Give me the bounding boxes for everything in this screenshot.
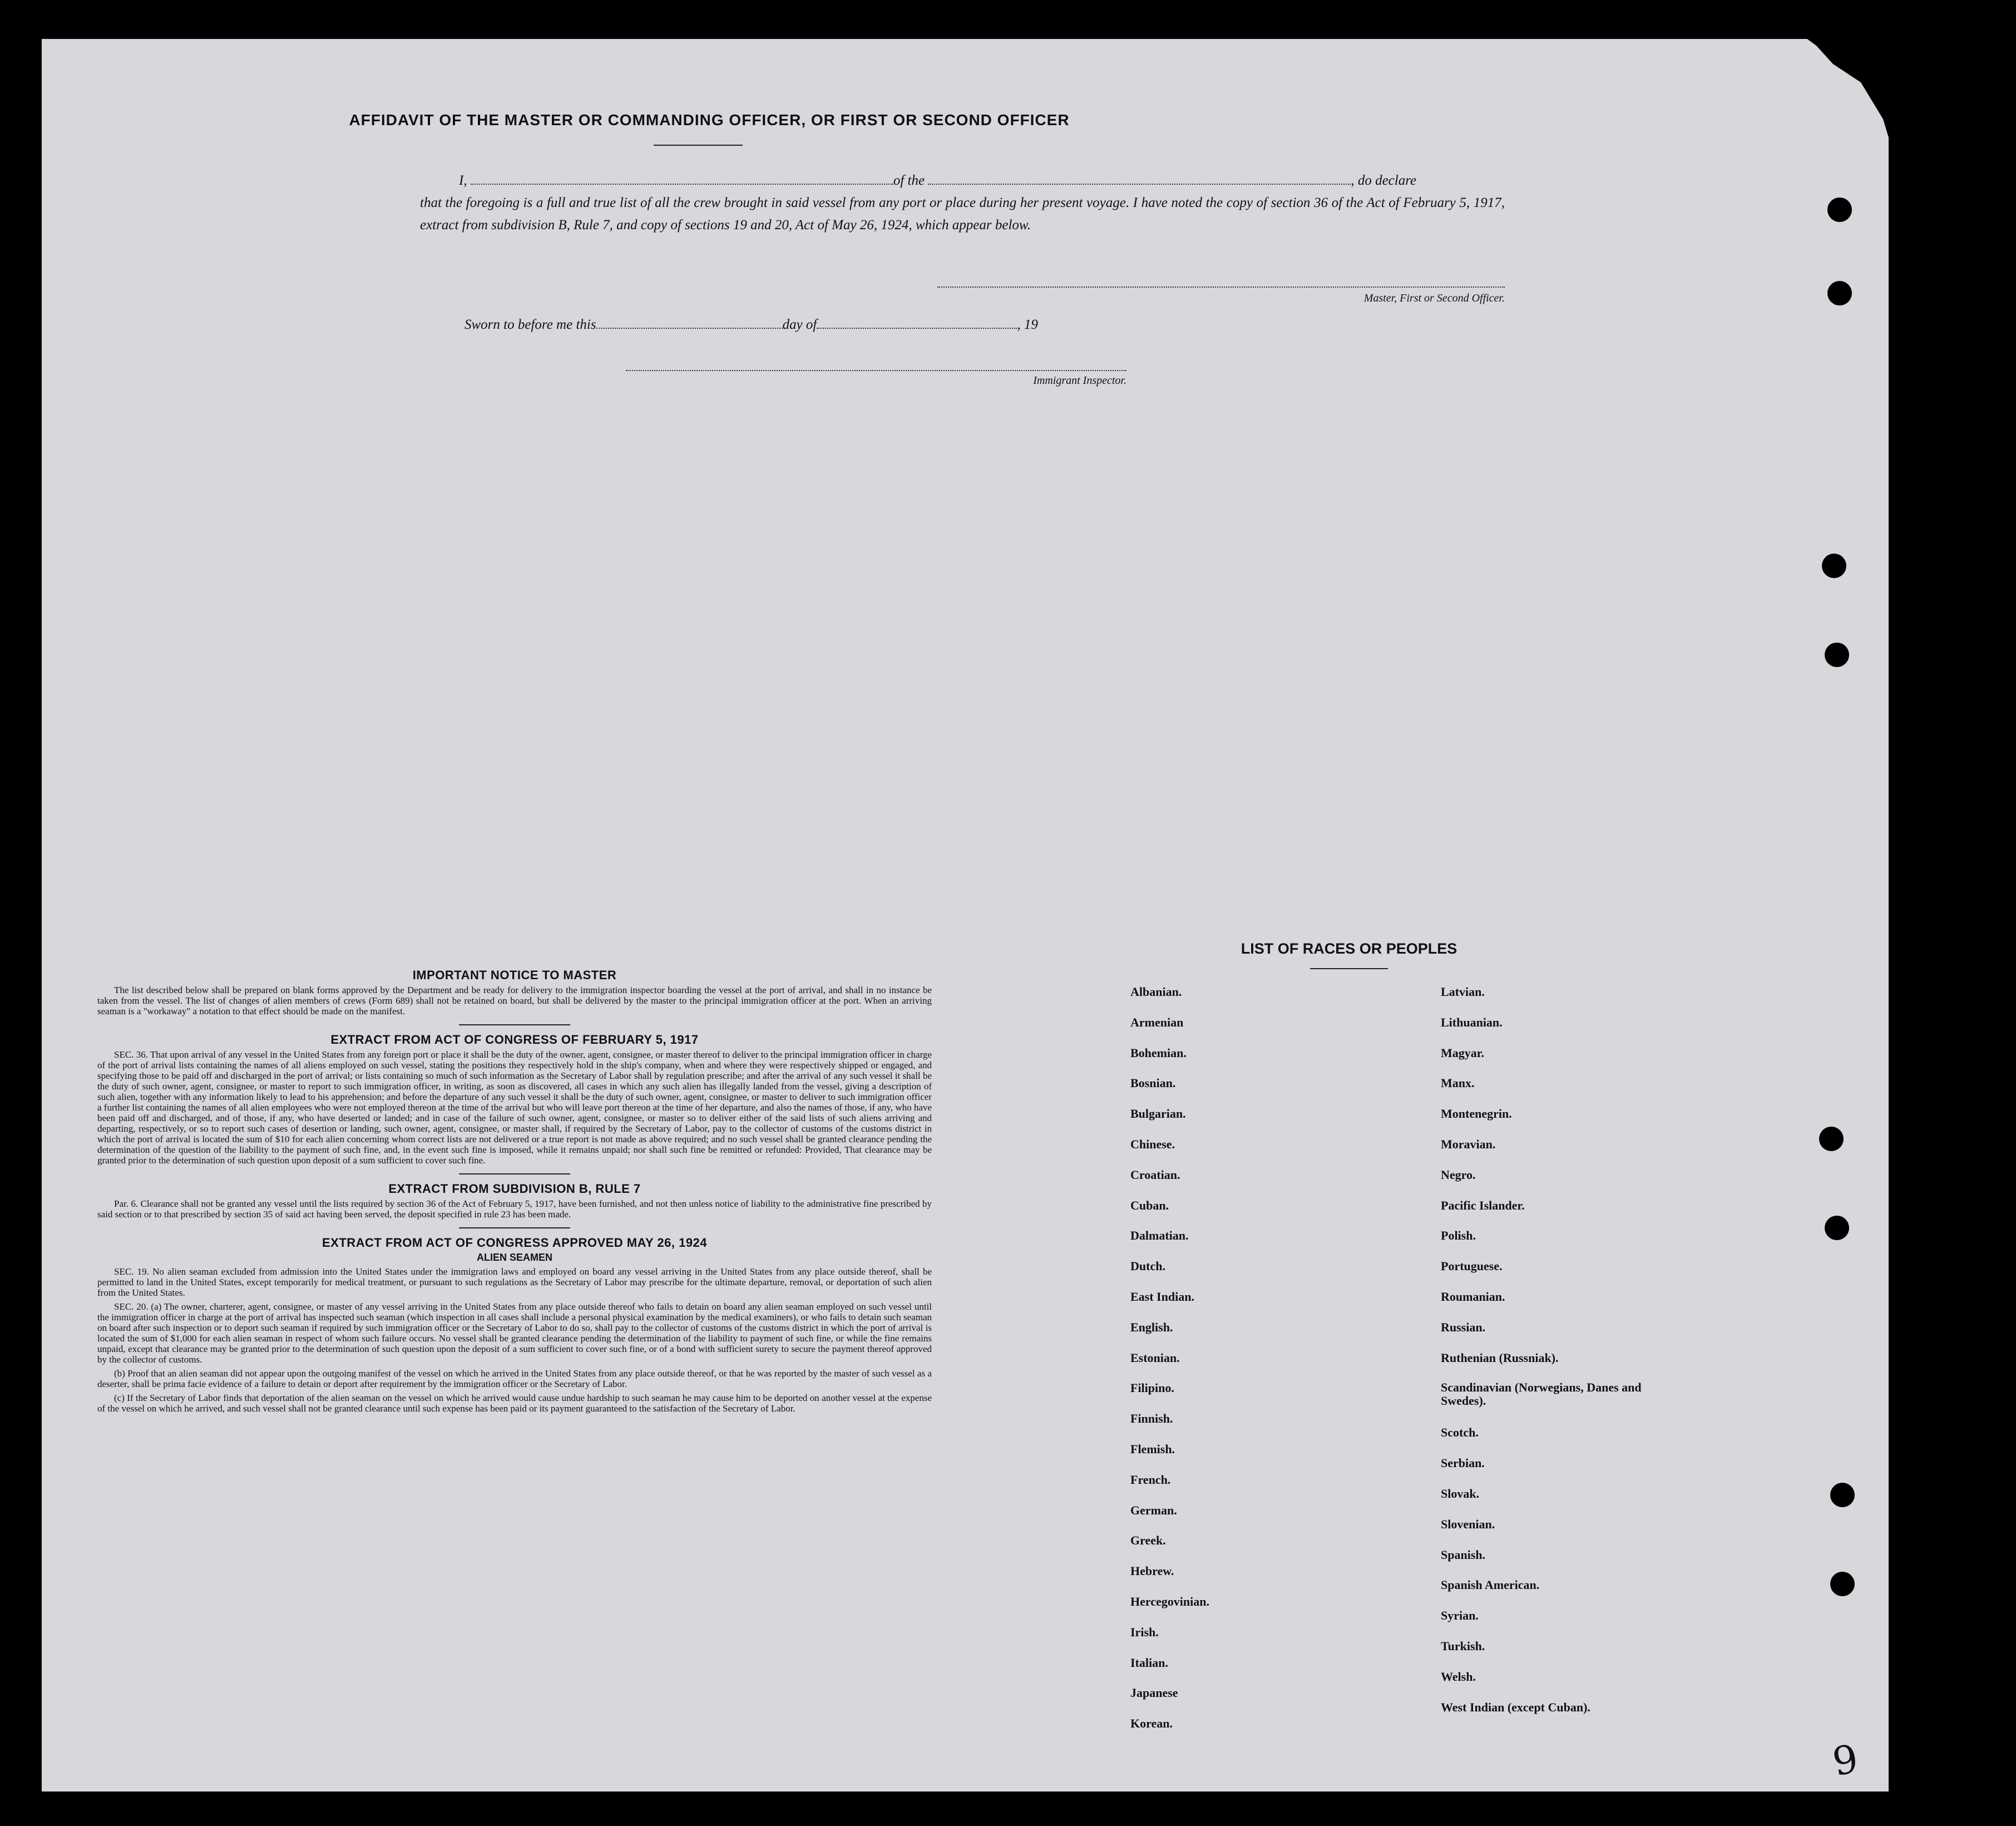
declaration-text: that the foregoing is a full and true list of all the crew brought in said vessel from any port or place during her present voyage. I have noted the copy of section 36 of the Act of February 5, 1917, extract from subdivision B, Rule 7, and copy of sections 19 and 20, Act of May 26, 1924, which appear below.	[420, 195, 1505, 233]
section-19-text: SEC. 19. No alien seaman excluded from admission into the United States under the immigration laws and employed on board any vessel arriving in the United States from any place outside thereof, shall be permitted to land in the United States, except temporarily for medical treatment, or pursuant to such regulations as the Secretary of Labor may prescribe for the ultimate departure, removal, or deportation of such alien from the United States.	[97, 1266, 932, 1298]
race-item: Dalmatian.	[1130, 1228, 1189, 1243]
section-20a-text: SEC. 20. (a) The owner, charterer, agent, consignee, or master of any vessel arriving in the United States from any place outside thereof who fails to detain on board any alien seaman employed on such vessel until the immigration officer in charge at the port of arrival has inspected such seaman (which inspection in all cases shall include a personal physical examination by the medical examiners), or who fails to detain such seaman on board after such inspection or to deport such seaman if required by such immigration officer or the Secretary of Labor to do so, shall pay to the collector of customs of the customs district in which the port of arrival is located the sum of $1,000 for each alien seaman in respect of whom such failure occurs. No vessel shall be granted clearance pending the determination of the liability to payment of such fine, or while the fine remains unpaid, except that clearance may be granted prior to the determination of such question upon the deposit of a sum sufficient to cover such fine, or of a bond with sufficient surety to secure the payment thereof approved by the collector of customs.	[97, 1301, 932, 1365]
legal-notices	[97, 965, 932, 1417]
extract-1924-title: EXTRACT FROM ACT OF CONGRESS APPROVED MAY 26, 1924	[322, 1236, 708, 1250]
notice-title: IMPORTANT NOTICE TO MASTER	[412, 968, 617, 982]
punch-hole	[1822, 554, 1846, 578]
race-item: Italian.	[1130, 1655, 1168, 1670]
affidavit-title: AFFIDAVIT OF THE MASTER OR COMMANDING OFFICER, OR FIRST OR SECOND OFFICER	[349, 111, 1070, 129]
race-item: Greek.	[1130, 1533, 1166, 1548]
inspector-label: Immigrant Inspector.	[1033, 374, 1126, 387]
race-item: Flemish.	[1130, 1442, 1175, 1456]
torn-corner	[1783, 33, 1894, 156]
race-item: Japanese	[1130, 1686, 1178, 1700]
section-divider	[459, 1024, 570, 1025]
punch-hole	[1827, 281, 1852, 305]
race-item: Serbian.	[1441, 1456, 1485, 1470]
inspector-signature-line[interactable]	[626, 370, 1126, 371]
races-left-column	[1130, 985, 1209, 1747]
race-item: Armenian	[1130, 1015, 1184, 1029]
race-item: Negro.	[1441, 1167, 1476, 1182]
race-item: Lithuanian.	[1441, 1015, 1503, 1029]
signature-label: Master, First or Second Officer.	[1363, 292, 1505, 304]
affidavit-declaration	[420, 170, 1505, 236]
rule-7-body: Par. 6. Clearance shall not be granted any vessel until the lists required by section 36 of the Act of February 5, 1917, have been furnished, and not then unless notice of liability to the administrative fine prescribed by said section or to that prescribed by section 35 of said act having been served, the deposit specified in rule 23 has been made.	[97, 1198, 932, 1220]
race-item: East Indian.	[1130, 1289, 1194, 1304]
race-item: Irish.	[1130, 1625, 1159, 1639]
race-item: Hebrew.	[1130, 1564, 1174, 1578]
sworn-day-label: day of	[782, 317, 817, 332]
race-item: Moravian.	[1441, 1137, 1496, 1151]
declarant-prefix: I,	[459, 173, 467, 188]
section-20c-text: (c) If the Secretary of Labor finds that deportation of the alien seaman on the vessel on which he arrived would cause undue hardship to such seaman he may cause him to be deported on another vessel at the expense of the vessel on which he arrived, and such vessel shall not be granted clearance until such expense has been paid or its payment guaranteed to the satisfaction of the Secretary of Labor.	[97, 1393, 932, 1414]
race-item: Slovak.	[1441, 1486, 1480, 1501]
races-title-divider	[1310, 968, 1388, 969]
punch-hole	[1825, 1216, 1849, 1240]
rule-7-title: EXTRACT FROM SUBDIVISION B, RULE 7	[388, 1182, 641, 1196]
race-item: Cuban.	[1130, 1198, 1169, 1212]
race-item: Roumanian.	[1441, 1289, 1505, 1304]
extract-1917-title: EXTRACT FROM ACT OF CONGRESS OF FEBRUARY 5, 1917	[330, 1033, 699, 1047]
race-item: Bohemian.	[1130, 1045, 1187, 1060]
race-item: Bulgarian.	[1130, 1107, 1186, 1121]
section-divider	[459, 1173, 570, 1174]
race-item: Portuguese.	[1441, 1259, 1503, 1274]
sworn-year-label: , 19	[1017, 317, 1038, 332]
punch-hole	[1819, 1127, 1844, 1151]
race-item: Filipino.	[1130, 1381, 1174, 1395]
race-item: Montenegrin.	[1441, 1107, 1512, 1121]
punch-hole	[1830, 1572, 1855, 1596]
race-item: Slovenian.	[1441, 1517, 1495, 1531]
race-item: Syrian.	[1441, 1608, 1479, 1623]
declare-suffix: , do declare	[1351, 173, 1417, 188]
race-item: Estonian.	[1130, 1350, 1180, 1365]
section-20b-text: (b) Proof that an alien seaman did not appear upon the outgoing manifest of the vessel on which he arrived in the United States from any place outside thereof, or that he was reported by the master of such vessel as a deserter, shall be prima facie evidence of a failure to detain or deport after requirement by the immigration officer or the Secretary of Labor.	[97, 1368, 932, 1389]
race-item: Finnish.	[1130, 1412, 1173, 1426]
sworn-prefix: Sworn to before me this	[465, 317, 596, 332]
punch-hole	[1825, 643, 1849, 667]
handwritten-page-number: 9	[1829, 1735, 1862, 1785]
race-item: Korean.	[1130, 1716, 1173, 1731]
race-item: Ruthenian (Russniak).	[1441, 1350, 1559, 1365]
extract-1924-subtitle: ALIEN SEAMEN	[476, 1252, 552, 1263]
race-item: Spanish.	[1441, 1547, 1486, 1562]
notice-body: The list described below shall be prepared on blank forms approved by the Department and be ready for delivery to the immigration inspector boarding the vessel at the port of arrival, and shall in no instance be taken from the vessel. The list of changes of alien members of crews (Form 689) shall not be retained on board, but shall be delivered by the master to the principal immigration officer at the port. When an arriving seaman is a "workaway" a notation to that effect should be made on the manifest.	[97, 985, 932, 1016]
races-list-title: LIST OF RACES OR PEOPLES	[1241, 940, 1457, 957]
races-right-column	[1441, 985, 1719, 1730]
race-item: Croatian.	[1130, 1167, 1180, 1182]
race-item: Albanian.	[1130, 985, 1182, 999]
race-item: Dutch.	[1130, 1259, 1165, 1274]
race-item: German.	[1130, 1503, 1177, 1517]
race-item: Polish.	[1441, 1228, 1476, 1243]
race-item: Bosnian.	[1130, 1076, 1176, 1090]
race-item: Scotch.	[1441, 1425, 1479, 1440]
section-divider	[459, 1227, 570, 1228]
race-item: Turkish.	[1441, 1639, 1485, 1653]
vessel-name-field[interactable]	[928, 174, 1351, 185]
race-item: Pacific Islander.	[1441, 1198, 1525, 1212]
race-item: Chinese.	[1130, 1137, 1175, 1151]
race-item: Russian.	[1441, 1320, 1486, 1334]
race-item: Hercegovinian.	[1130, 1594, 1209, 1608]
title-divider	[654, 145, 743, 146]
extract-1917-body: SEC. 36. That upon arrival of any vessel in the United States from any foreign port or place it shall be the duty of the owner, agent, consignee, or master thereof to deliver to the principal immigration officer in charge of the port of arrival lists containing the names of all aliens employed on such vessel, stating the positions they respectively hold in the ship's company, when and where they were respectively shipped or engaged, and specifying those to be paid off and discharged in the port of arrival; or lists containing so much of such information as the Secretary of Labor shall by regulation prescribe; and after the arrival of any such vessel it shall be the duty of such owner, agent, consignee, or master to report to such immigration officer, in writing, as soon as discovered, all cases in which any such alien has illegally landed from the vessel, giving a description of such alien, together with any information likely to lead to his apprehension; and before the departure of any such vessel it shall be the duty of such owner, agent, consignee, or master to deliver to such immigration officer a further list containing the names of all alien employees who were not employed thereon at the time of the arrival but who will leave port thereon at the time of her departure, and also the names of those, if any, who have been paid off and discharged, and of those, if any, who have deserted or landed; and in case of the failure of such owner, agent, consignee, or master so to deliver either of the said lists of such aliens arriving and departing, respectively, or so to report such cases of desertion or landing, such owner, agent, consignee, or master shall, if required by the Secretary of Labor, pay to the collector of customs of the customs district in which the port of arrival is located the sum of $10 for each alien concerning whom correct lists are not delivered or a true report is not made as above required; and no such vessel shall be granted clearance pending the determination of the question of the liability to the payment of such fine, and, in the event such fine is imposed, while it remains unpaid; nor shall such fine be remitted or refunded: Provided, That clearance may be granted prior to the determination of such question upon deposit of a sum sufficient to cover such fine.	[97, 1049, 932, 1166]
race-item: Latvian.	[1441, 985, 1485, 999]
race-item: Magyar.	[1441, 1045, 1485, 1060]
declarant-name-field[interactable]	[471, 174, 893, 185]
document-page	[42, 39, 1889, 1792]
race-item: English.	[1130, 1320, 1173, 1334]
race-item: Spanish American.	[1441, 1578, 1540, 1592]
vessel-prefix: of the	[893, 173, 925, 188]
sworn-line	[465, 317, 1038, 333]
race-item: Scandinavian (Norwegians, Danes and Swedes).	[1441, 1380, 1642, 1408]
race-item: Welsh.	[1441, 1669, 1476, 1684]
sworn-day-field[interactable]	[596, 318, 783, 329]
race-item: Manx.	[1441, 1076, 1475, 1090]
sworn-month-field[interactable]	[817, 318, 1017, 329]
punch-hole	[1827, 198, 1852, 222]
race-item: French.	[1130, 1472, 1171, 1487]
race-item: West Indian (except Cuban).	[1441, 1700, 1590, 1714]
signature-line[interactable]	[937, 287, 1505, 288]
punch-hole	[1830, 1483, 1855, 1507]
